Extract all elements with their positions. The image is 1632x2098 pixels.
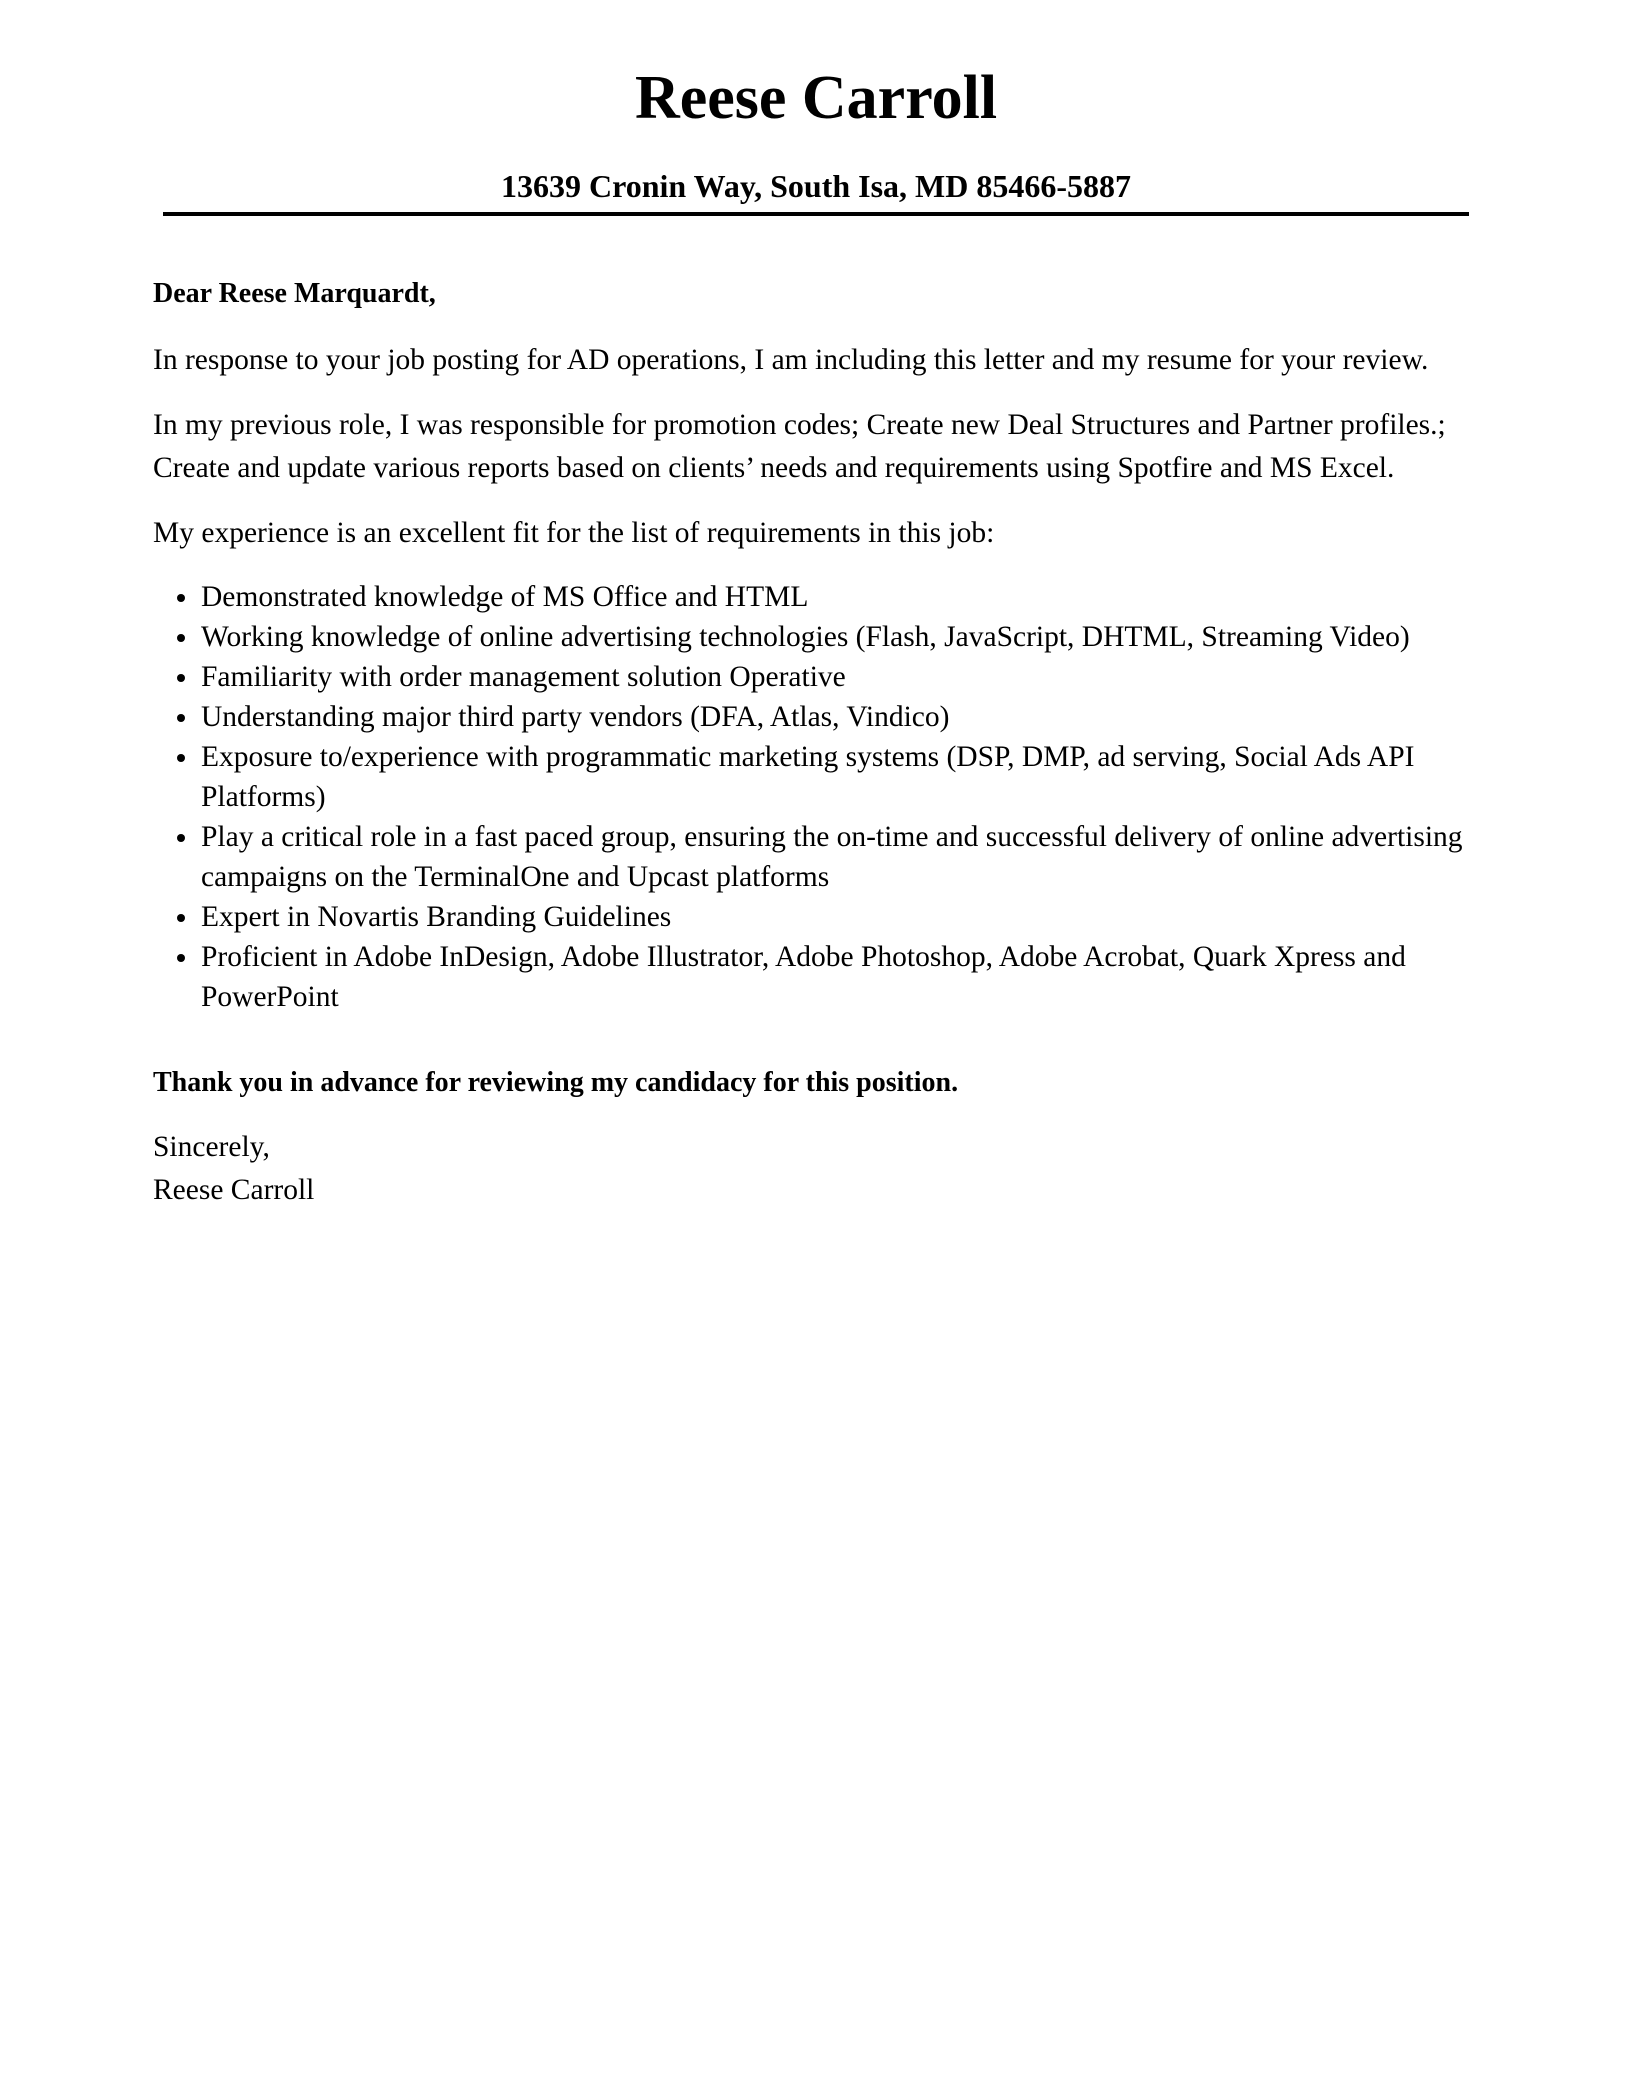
thanks-line: Thank you in advance for reviewing my candidacy for this position. bbox=[153, 1067, 959, 1098]
list-item: Understanding major third party vendors (DFA, Atlas, Vindico) bbox=[201, 697, 1483, 737]
list-item: Working knowledge of online advertising technologies (Flash, JavaScript, DHTML, Streaming Video) bbox=[201, 617, 1483, 657]
header-divider bbox=[163, 212, 1469, 216]
requirements-list bbox=[153, 577, 1483, 1017]
list-item: Exposure to/experience with programmatic marketing systems (DSP, DMP, ad serving, Social Ads API Platforms) bbox=[201, 737, 1483, 817]
list-item: Demonstrated knowledge of MS Office and HTML bbox=[201, 577, 1483, 617]
closing: Sincerely, bbox=[153, 1131, 270, 1163]
salutation: Dear Reese Marquardt, bbox=[153, 278, 436, 309]
list-item: Proficient in Adobe InDesign, Adobe Illustrator, Adobe Photoshop, Adobe Acrobat, Quark Xpress and PowerPoint bbox=[201, 937, 1483, 1017]
list-item: Play a critical role in a fast paced group, ensuring the on-time and successful delivery of online advertising campaigns on the TerminalOne and Upcast platforms bbox=[201, 817, 1483, 897]
fit-paragraph: My experience is an excellent fit for the list of requirements in this job: bbox=[153, 517, 995, 549]
list-item: Familiarity with order management solution Operative bbox=[201, 657, 1483, 697]
experience-paragraph: In my previous role, I was responsible for promotion codes; Create new Deal Structures and Partner profiles.; Create and update various reports based on clients’ needs and requirements using Spotfire and MS Excel. bbox=[153, 409, 1446, 484]
applicant-address: 13639 Cronin Way, South Isa, MD 85466-5887 bbox=[500, 168, 1132, 204]
list-item: Expert in Novartis Branding Guidelines bbox=[201, 897, 1483, 937]
letter-body bbox=[153, 272, 1483, 1212]
intro-paragraph: In response to your job posting for AD operations, I am including this letter and my resume for your review. bbox=[153, 344, 1429, 376]
signature: Reese Carroll bbox=[153, 1174, 315, 1206]
applicant-name: Reese Carroll bbox=[634, 64, 998, 132]
